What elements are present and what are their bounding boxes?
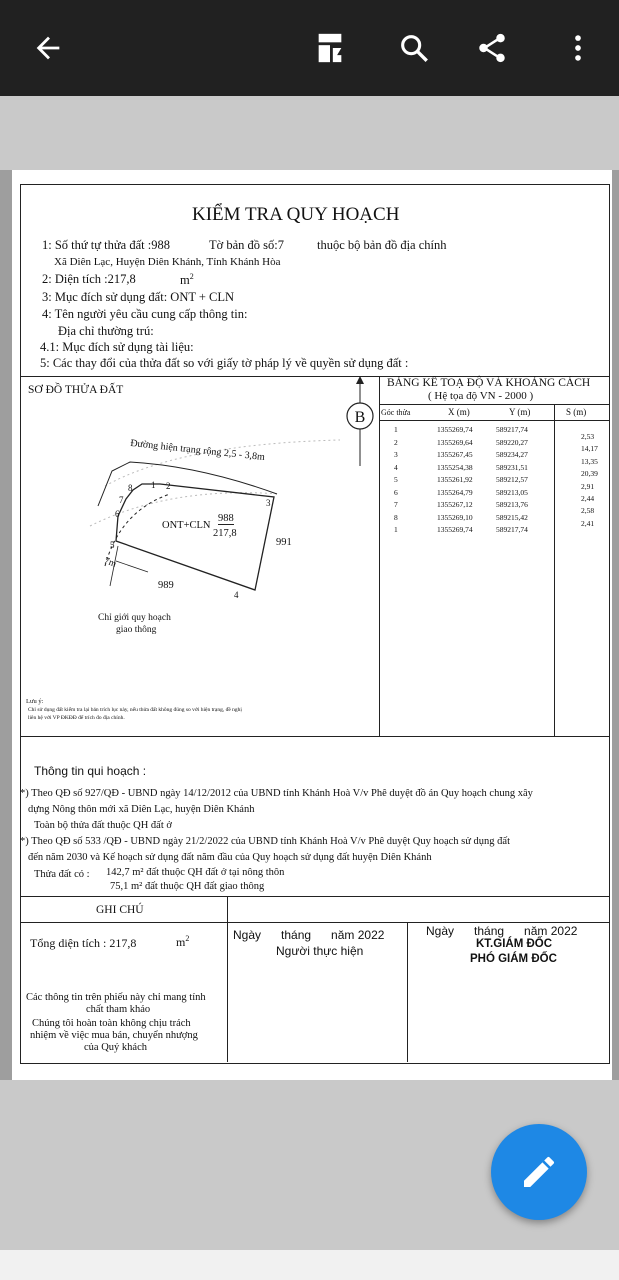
coord-cell-y: 589220,27	[496, 437, 528, 447]
coord-cell-pt: 3	[394, 450, 398, 459]
road-boundary	[98, 462, 277, 506]
divider	[554, 404, 555, 736]
coord-cell-y: 589213,76	[496, 500, 528, 509]
total-area: Tổng diện tích : 217,8	[30, 936, 137, 950]
coord-cell-pt: 8	[394, 512, 398, 522]
distance-cell: 2,91	[581, 481, 595, 491]
date-director: Ngày tháng năm 2022	[426, 924, 578, 938]
point-label: 3	[266, 498, 271, 508]
point-label: 8	[128, 483, 133, 493]
divider	[227, 896, 228, 1062]
date-performer: Ngày tháng năm 2022	[233, 928, 385, 942]
coord-cell-x: 1355267,12	[437, 500, 473, 509]
sketch-title: SƠ ĐỒ THỬA ĐẤT	[28, 384, 124, 396]
coord-header: Góc thửa	[381, 408, 411, 417]
coord-cell-y: 589217,74	[496, 525, 528, 534]
disclaimer: chất tham khảo	[86, 1004, 151, 1015]
map-sheet: Tờ bản đồ số:7	[209, 238, 285, 252]
deputy-director-title: PHÓ GIÁM ĐỐC	[470, 953, 557, 965]
divider	[227, 922, 609, 923]
coord-cell-y: 589215,42	[496, 512, 528, 522]
point-label: 1	[151, 480, 156, 490]
planning-text: *) Theo QĐ số 533 /QĐ - UBND ngày 21/2/2022 của UBND tỉnh Khánh Hoà V/v Phê duyệt Quy hoạch sử dụng đất	[20, 836, 510, 847]
top-app-bar	[0, 0, 619, 96]
coord-header: X (m)	[448, 407, 470, 417]
boundary-label: Chỉ giới quy hoạch	[98, 613, 171, 623]
point-label: 5	[110, 540, 115, 550]
planning-text: *) Theo QĐ số 927/QĐ - UBND ngày 14/12/2012 của UBND tỉnh Khánh Hoà V/v Phê duyệt đồ án Quy hoạch chung xây	[20, 788, 533, 799]
parcel-number-label: 988	[218, 513, 234, 524]
note-text: liên hệ với VP ĐKĐĐ để trích đo địa chính.	[28, 715, 125, 721]
divider	[407, 922, 408, 1062]
note-title: Lưu ý:	[26, 698, 44, 705]
planning-title: Thông tin qui hoạch :	[34, 764, 147, 778]
coord-cell-y: 589212,57	[496, 475, 528, 484]
coord-cell-x: 1355269,64	[437, 437, 473, 447]
distance-cell: 20,39	[581, 469, 598, 479]
coord-cell-x: 1355269,10	[437, 512, 473, 522]
coord-cell-pt: 7	[394, 500, 398, 509]
planning-text: Toàn bộ thửa đất thuộc QH đất ở	[34, 820, 172, 831]
document-layout-icon[interactable]	[306, 24, 354, 72]
coord-cell-pt: 4	[394, 462, 398, 472]
coord-cell-y: 589231,51	[496, 462, 528, 472]
note-text: Chỉ sử dụng đất kiểm tra lại bản trích lục này, nếu thửa đất không đúng so với hiện trạng, đề nghị	[28, 707, 242, 713]
coord-cell-y: 589234,27	[496, 450, 528, 459]
coord-cell-x: 1355269,74	[437, 525, 473, 534]
parcel-number: 1: Số thứ tự thửa đất :988	[42, 238, 170, 252]
more-vertical-icon[interactable]	[554, 24, 602, 72]
residence-line: Địa chỉ thường trú:	[58, 324, 154, 338]
coord-cell-pt: 5	[394, 475, 398, 484]
pencil-icon	[519, 1152, 559, 1192]
planning-text: 142,7 m² đất thuộc QH đất ở tại nông thôn	[106, 867, 285, 878]
divider	[379, 404, 609, 405]
disclaimer: nhiệm về việc mua bán, chuyển nhượng	[30, 1030, 198, 1041]
parcel-area-label: 217,8	[213, 528, 237, 539]
neighbor-parcel-989: 989	[158, 580, 174, 591]
divider	[379, 376, 380, 736]
arrow-left-icon[interactable]	[24, 24, 72, 72]
coord-table-title: BẢNG KÊ TOẠ ĐỘ VÀ KHOẢNG CÁCH	[387, 377, 591, 389]
coord-cell-pt: 6	[394, 487, 398, 497]
map-source: thuộc bộ bản đồ địa chính	[317, 238, 447, 252]
divider	[379, 420, 609, 421]
disclaimer: Các thông tin trên phiếu này chỉ mang tính	[26, 992, 206, 1003]
disclaimer: Chúng tôi hoàn toàn không chịu trách	[32, 1018, 191, 1029]
director-title: KT.GIÁM ĐỐC	[476, 938, 553, 950]
road-label: Đường hiện trạng rộng 2,5 - 3,8m	[129, 437, 266, 464]
divider	[20, 896, 609, 897]
coord-header: Y (m)	[509, 407, 531, 417]
coord-cell-x: 1355261,92	[437, 475, 473, 484]
system-nav-bar	[0, 1250, 619, 1280]
distance-cell: 14,17	[581, 444, 598, 454]
edit-fab-button[interactable]	[491, 1124, 587, 1220]
planning-text: dựng Nông thôn mới xã Diên Lạc, huyện Diên Khánh	[28, 804, 255, 815]
coord-cell-x: 1355254,38	[437, 462, 473, 472]
area-unit: $m^2$	[180, 272, 194, 288]
coord-cell-pt: 2	[394, 437, 398, 447]
area-line: 2: Diện tích :217,8	[42, 272, 136, 286]
point-label: 4	[234, 590, 239, 600]
point-label: 2	[166, 481, 171, 491]
distance-cell: 2,44	[581, 494, 595, 503]
page-title: KIỂM TRA QUY HOẠCH	[192, 204, 400, 225]
distance-cell: 2,41	[581, 518, 595, 528]
coord-header: S (m)	[566, 407, 587, 417]
notes-title: GHI CHÚ	[96, 904, 144, 916]
divider	[20, 736, 609, 737]
planning-text: 75,1 m² đất thuộc QH đất giao thông	[110, 881, 265, 892]
distance-cell: 13,35	[581, 456, 598, 466]
coord-cell-y: 589217,74	[496, 425, 528, 434]
purpose-line: 4.1: Mục đích sử dụng tài liệu:	[40, 340, 194, 354]
coord-table-subtitle: ( Hệ tọa độ VN - 2000 )	[428, 390, 534, 402]
north-arrow-head	[356, 376, 364, 384]
search-icon[interactable]	[390, 24, 438, 72]
total-area-unit: $m^2$	[176, 934, 190, 949]
north-arrow-label: B	[354, 409, 366, 426]
planning-text: Thửa đất có :	[34, 869, 90, 880]
planning-boundary	[105, 494, 170, 566]
performer-label: Người thực hiện	[276, 944, 364, 958]
coord-cell-pt: 1	[394, 425, 398, 434]
document-page	[12, 170, 612, 1080]
land-use-line: 3: Mục đích sử dụng đất: ONT + CLN	[42, 290, 235, 304]
viewer-top-margin	[0, 96, 619, 170]
coord-cell-x: 1355269,74	[437, 425, 473, 434]
requester-line: 4: Tên người yêu cầu cung cấp thông tin:	[42, 307, 248, 321]
coord-cell-pt: 1	[394, 525, 398, 534]
offset-label: 7m	[102, 556, 118, 570]
share-icon[interactable]	[468, 24, 516, 72]
boundary-label-2: giao thông	[116, 625, 157, 635]
distance-cell: 2,58	[581, 506, 595, 516]
coord-cell-y: 589213,05	[496, 487, 528, 497]
point-label: 7	[119, 495, 124, 505]
changes-line: 5: Các thay đổi của thửa đất so với giấy tờ pháp lý về quyền sử dụng đất :	[40, 356, 409, 370]
disclaimer: của Quý khách	[84, 1042, 147, 1053]
coord-cell-x: 1355267,45	[437, 450, 473, 459]
coord-cell-x: 1355264,79	[437, 487, 473, 497]
offset-line	[116, 561, 148, 572]
distance-cell: 2,53	[581, 432, 595, 441]
divider	[20, 922, 228, 923]
address-line: Xã Diên Lạc, Huyện Diên Khánh, Tỉnh Khánh Hòa	[54, 256, 281, 268]
neighbor-parcel-991: 991	[276, 537, 292, 548]
planning-text: đến năm 2030 và Kế hoạch sử dụng đất năm đầu của Quy hoạch sử dụng đất huyện Diên Khánh	[28, 852, 432, 863]
parcel-use-label: ONT+CLN	[162, 520, 211, 531]
point-label: 6	[115, 509, 120, 519]
parcel-boundary	[116, 484, 274, 590]
